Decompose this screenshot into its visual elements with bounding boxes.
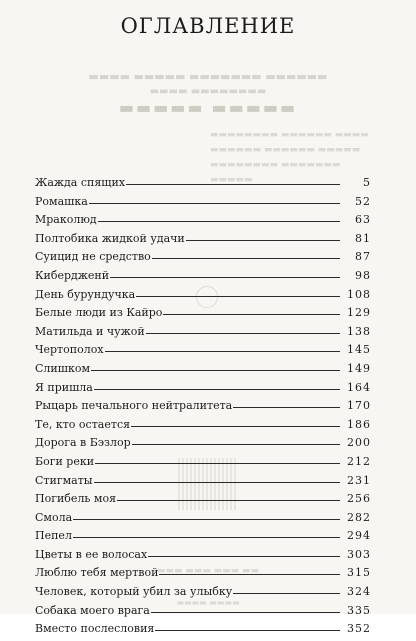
toc-entry: [35, 213, 371, 232]
toc-leader-line: [73, 537, 340, 538]
toc-entry-title: Матильда и чужой: [35, 324, 145, 338]
toc-entry-title: Ромашка: [35, 194, 88, 208]
toc-leader-line: [73, 519, 340, 520]
toc-entry-page: 5: [363, 176, 371, 189]
toc-entry-title: Человек, который убил за улыбку: [35, 585, 233, 599]
toc-leader-line: [233, 593, 340, 594]
toc-leader-line: [132, 444, 340, 445]
bleed-through-text: ▬▬▬▬ ▬▬▬▬▬ ▬▬▬▬▬▬▬ ▬▬▬▬▬▬: [88, 70, 328, 83]
bleed-through-text: ▬▬▬▬▬ ▬▬▬▬▬: [118, 98, 298, 117]
toc-leader-line: [95, 463, 340, 464]
toc-heading: ОГЛАВЛЕНИЕ: [120, 14, 296, 38]
toc-entry-page: 108: [347, 287, 371, 301]
toc-entry: [35, 399, 371, 418]
toc-entry: [35, 325, 371, 344]
toc-entry-title: Кибердженй: [35, 268, 110, 282]
toc-entry-page: 98: [355, 268, 371, 282]
toc-leader-line: [151, 612, 340, 613]
toc-entry-title: Слишком: [35, 361, 91, 375]
toc-entry-title: Чертополох: [35, 343, 104, 357]
toc-leader-line: [163, 314, 340, 315]
toc-entry: [35, 548, 371, 567]
toc-entry-title: Суицид не средство: [35, 250, 151, 264]
toc-leader-line: [148, 556, 340, 557]
toc-entry: [35, 418, 371, 437]
toc-entry: [35, 176, 371, 195]
toc-entry: [35, 362, 371, 381]
toc-entry-title: Мраколюд: [35, 213, 97, 227]
toc-entry: [35, 250, 371, 269]
toc-entry: [35, 455, 371, 474]
toc-entry-title: Люблю тебя мертвой: [35, 566, 159, 580]
toc-leader-line: [126, 184, 340, 185]
toc-entry-title: Собака моего врага: [35, 603, 150, 617]
toc-entry-page: 63: [355, 213, 371, 227]
toc-entry-page: 52: [355, 194, 371, 208]
toc-entry-page: 164: [347, 380, 371, 394]
toc-entry-title: Стигматы: [35, 473, 93, 487]
toc-entry-page: 324: [347, 585, 371, 599]
toc-entry: [35, 288, 371, 307]
toc-entry-page: 231: [347, 473, 371, 487]
bleed-through-text: ▬▬▬▬ ▬▬▬▬▬▬▬▬: [149, 86, 267, 97]
bleed-through-text: ▬▬▬▬▬▬▬▬ ▬▬▬▬▬▬ ▬▬▬▬ ▬▬▬▬▬▬ ▬▬▬▬▬▬ ▬▬▬▬▬ ▬▬▬▬▬▬▬▬ ▬▬▬▬▬▬▬ ▬▬▬▬▬: [210, 130, 369, 185]
toc-entry-title: Боги реки: [35, 454, 95, 468]
toc-leader-line: [159, 574, 340, 575]
toc-entry-title: Цветы в ее волосах: [35, 547, 148, 561]
toc-entry-page: 200: [347, 436, 371, 450]
toc-list: [35, 176, 371, 641]
toc-entry-title: Я пришла: [35, 380, 93, 394]
toc-leader-line: [98, 221, 340, 222]
toc-entry-page: 149: [347, 361, 371, 375]
toc-entry: [35, 474, 371, 493]
toc-entry-title: Погибель моя: [35, 492, 117, 506]
toc-leader-line: [131, 426, 340, 427]
toc-leader-line: [155, 630, 340, 631]
toc-entry-page: 352: [347, 622, 371, 636]
toc-entry-page: 335: [347, 603, 371, 617]
toc-entry-title: Белые люди из Кайро: [35, 306, 163, 320]
toc-entry: [35, 604, 371, 623]
toc-entry: [35, 269, 371, 288]
toc-entry-page: 81: [355, 231, 371, 245]
toc-entry-page: 282: [347, 510, 371, 524]
toc-entry-title: Дорога в Бэзлор: [35, 436, 131, 450]
toc-leader-line: [110, 277, 340, 278]
toc-entry: [35, 511, 371, 530]
toc-entry: [35, 436, 371, 455]
toc-leader-line: [105, 351, 340, 352]
toc-entry-page: 129: [347, 306, 371, 320]
toc-entry-page: 145: [347, 343, 371, 357]
toc-entry-title: Жажда спящих: [35, 176, 126, 189]
toc-entry: [35, 195, 371, 214]
toc-leader-line: [146, 333, 340, 334]
toc-entry-title: Смола: [35, 510, 73, 524]
toc-entry-page: 315: [347, 566, 371, 580]
toc-entry-title: Полтобика жидкой удачи: [35, 231, 185, 245]
toc-entry: [35, 566, 371, 585]
toc-entry-page: 170: [347, 399, 371, 413]
toc-entry-page: 186: [347, 417, 371, 431]
toc-entry: [35, 585, 371, 604]
toc-leader-line: [91, 370, 340, 371]
toc-entry: [35, 381, 371, 400]
bleed-through-text: ▬▬▬▬ ▬▬▬▬: [176, 598, 240, 607]
toc-leader-line: [94, 482, 340, 483]
toc-entry-page: 303: [347, 547, 371, 561]
toc-entry: [35, 529, 371, 548]
toc-leader-line: [117, 500, 340, 501]
toc-entry-title: Рыцарь печального нейтралитета: [35, 399, 233, 413]
toc-leader-line: [94, 389, 340, 390]
toc-entry-page: 212: [347, 454, 371, 468]
toc-entry-title: Те, кто остается: [35, 417, 131, 431]
toc-entry: [35, 343, 371, 362]
toc-entry-page: 87: [355, 250, 371, 264]
toc-entry-page: 138: [347, 324, 371, 338]
toc-entry-page: 256: [347, 492, 371, 506]
toc-entry: [35, 306, 371, 325]
toc-entry-title: Пепел: [35, 529, 72, 543]
toc-entry: [35, 232, 371, 251]
toc-leader-line: [136, 296, 340, 297]
toc-leader-line: [233, 407, 340, 408]
bleed-through-text: ▬▬▬ ▬▬▬ ▬▬▬ ▬▬: [156, 566, 260, 576]
toc-entry: [35, 622, 371, 641]
toc-entry-title: Вместо послесловия: [35, 622, 155, 636]
toc-leader-line: [152, 258, 340, 259]
toc-entry-page: 294: [347, 529, 371, 543]
toc-leader-line: [186, 240, 340, 241]
toc-entry-title: День бурундучка: [35, 287, 136, 301]
toc-leader-line: [89, 203, 340, 204]
toc-entry: [35, 492, 371, 511]
